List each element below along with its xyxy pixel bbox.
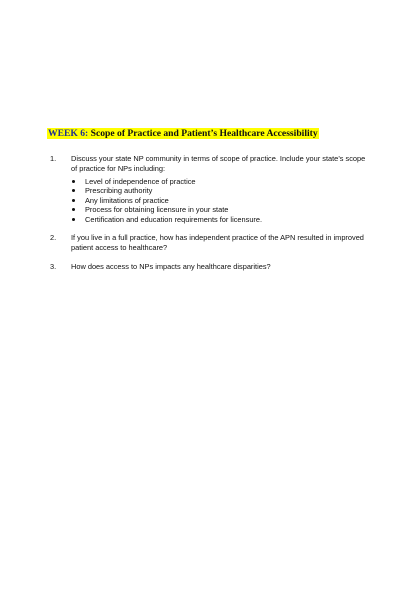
question-item [50, 262, 370, 272]
bullet-list [71, 177, 370, 224]
question-list-container [50, 154, 370, 281]
question-item [50, 233, 370, 253]
bullet-item: Certification and education requirements for licensure. [71, 215, 370, 224]
page-heading [47, 127, 319, 140]
question-list [50, 154, 370, 272]
bullet-item: Level of independence of practice [71, 177, 370, 186]
bullet-item: Any limitations of practice [71, 196, 370, 205]
bullet-item: Prescribing authority [71, 186, 370, 195]
heading-title: Scope of Practice and Patient’s Healthcare Accessibility [88, 128, 318, 139]
question-text: If you live in a full practice, how has independent practice of the APN resulted in improved patient access to healthcare? [71, 233, 364, 253]
question-item [50, 154, 370, 224]
question-number: 2. [50, 233, 57, 243]
question-number: 3. [50, 262, 57, 272]
question-number: 1. [50, 154, 57, 163]
bullet-item: Process for obtaining licensure in your state [71, 205, 370, 214]
heading-highlight [47, 128, 319, 139]
question-text: How does access to NPs impacts any healthcare disparities? [71, 262, 271, 272]
week-label: WEEK 6: [48, 128, 89, 139]
question-text: Discuss your state NP community in terms of scope of practice. Include your state’s scope of practice for NPs including: [71, 154, 366, 173]
